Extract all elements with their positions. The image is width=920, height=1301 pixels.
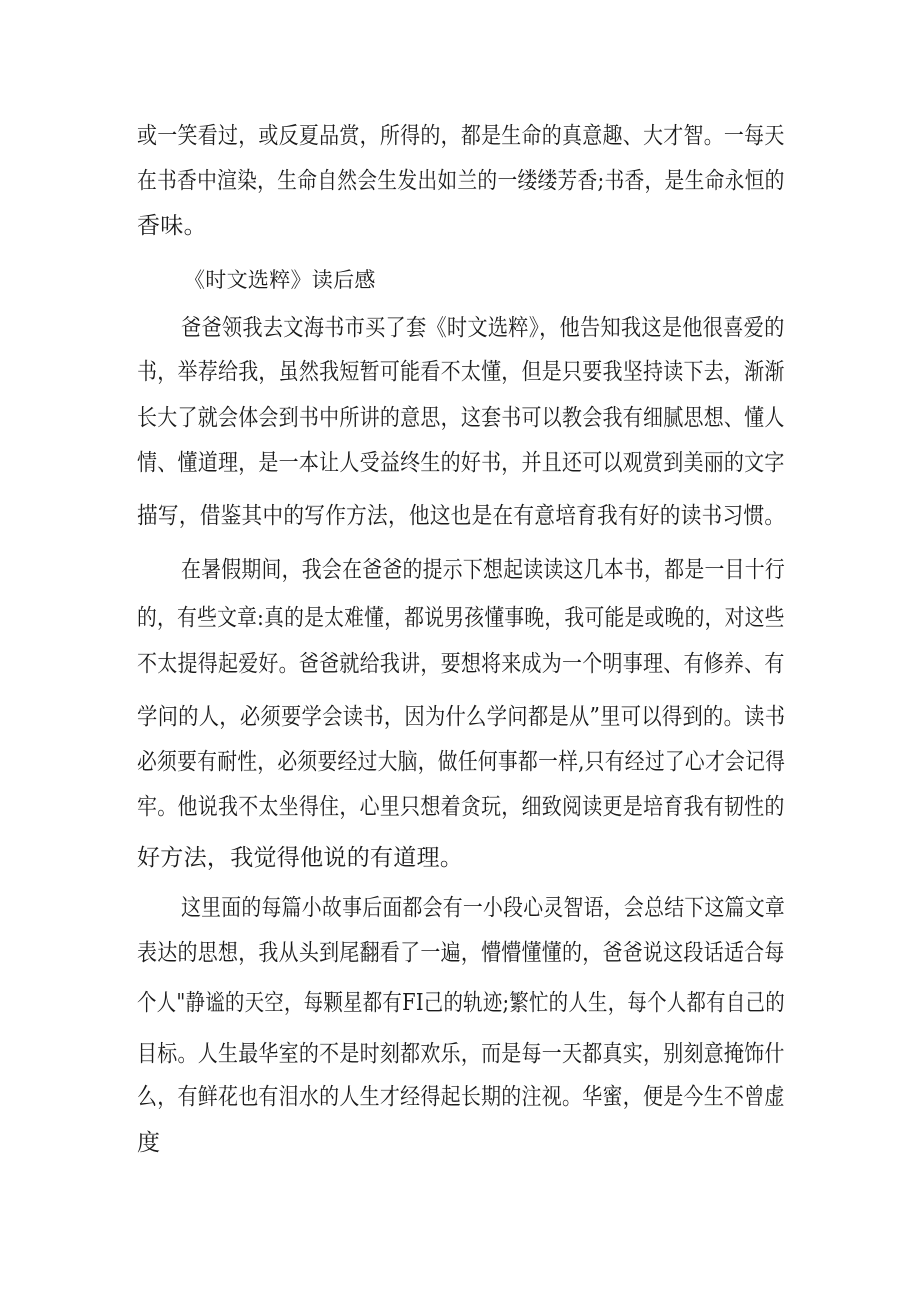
- paragraph-1-line-3: 香味。: [137, 213, 207, 239]
- paragraph-2-line-3: 长大了就会体会到书中所讲的意思，这套书可以教会我有细腻思想、懂人: [137, 405, 785, 431]
- paragraph-3-line-7: 好方法，我觉得他说的有道理。: [137, 845, 464, 871]
- paragraph-2-line-1: 爸爸领我去文海书市买了套《时文选粹》，他告知我这是他很喜爱的: [181, 315, 785, 341]
- paragraph-3-line-1: 在暑假期间，我会在爸爸的提示下想起读读这几本书，都是一目十行: [181, 557, 785, 583]
- paragraph-3-line-4: 学问的人，必须要学会读书，因为什么学问都是从”里可以得到的。读书: [137, 704, 786, 730]
- paragraph-4-line-5: 么，有鲜花也有泪水的人生才经得起长期的注视。华蜜，便是今生不曾虚: [137, 1084, 785, 1110]
- paragraph-4-line-2: 表达的思想，我从头到尾翻看了一遍，懵懵懂懂的，爸爸说这段话适合每: [137, 940, 785, 966]
- paragraph-2-line-5: 描写，借鉴其中的写作方法，他这也是在有意培育我有好的读书习惯。: [137, 503, 786, 529]
- paragraph-1-line-2: 在书香中渲染，生命自然会生发出如兰的一缕缕芳香;书香，是生命永恒的: [137, 168, 785, 194]
- article-title: 《时文选粹》读后感: [184, 268, 376, 292]
- paragraph-4-line-4: 目标。人生最华室的不是时刻都欢乐，而是每一天都真实，别刻意掩饰什: [137, 1041, 785, 1067]
- paragraph-4-line-3: 个人"静谧的天空，每颗星都有FI己的轨迹;繁忙的人生，每个人都有自己的: [137, 990, 785, 1016]
- paragraph-3-line-3: 不太提得起爱好。爸爸就给我讲，要想将来成为一个明事理、有修养、有: [137, 651, 785, 677]
- paragraph-4-line-1: 这里面的每篇小故事后面都会有一小段心灵智语，会总结下这篇文章: [181, 895, 785, 921]
- paragraph-1-line-1: 或一笑看过，或反夏品赏，所得的，都是生命的真意趣、大才智。一每天: [137, 123, 785, 149]
- paragraph-3-line-5: 必须要有耐性，必须要经过大脑，做任何事都一样,只有经过了心才会记得: [137, 749, 786, 775]
- paragraph-2-line-4: 情、懂道理，是一本让人受益终生的好书，并且还可以观赏到美丽的文字: [137, 450, 785, 476]
- paragraph-3-line-2: 的，有些文章:真的是太难懂，都说男孩懂事晚，我可能是或晚的，对这些: [137, 605, 785, 631]
- paragraph-3-line-6: 牢。他说我不太坐得住，心里只想着贪玩，细致阅读更是培育我有韧性的: [137, 794, 785, 820]
- paragraph-4-line-6: 度: [137, 1130, 161, 1156]
- paragraph-2-line-2: 书，举荐给我，虽然我短暂可能看不太懂，但是只要我坚持读下去，渐渐: [137, 359, 785, 385]
